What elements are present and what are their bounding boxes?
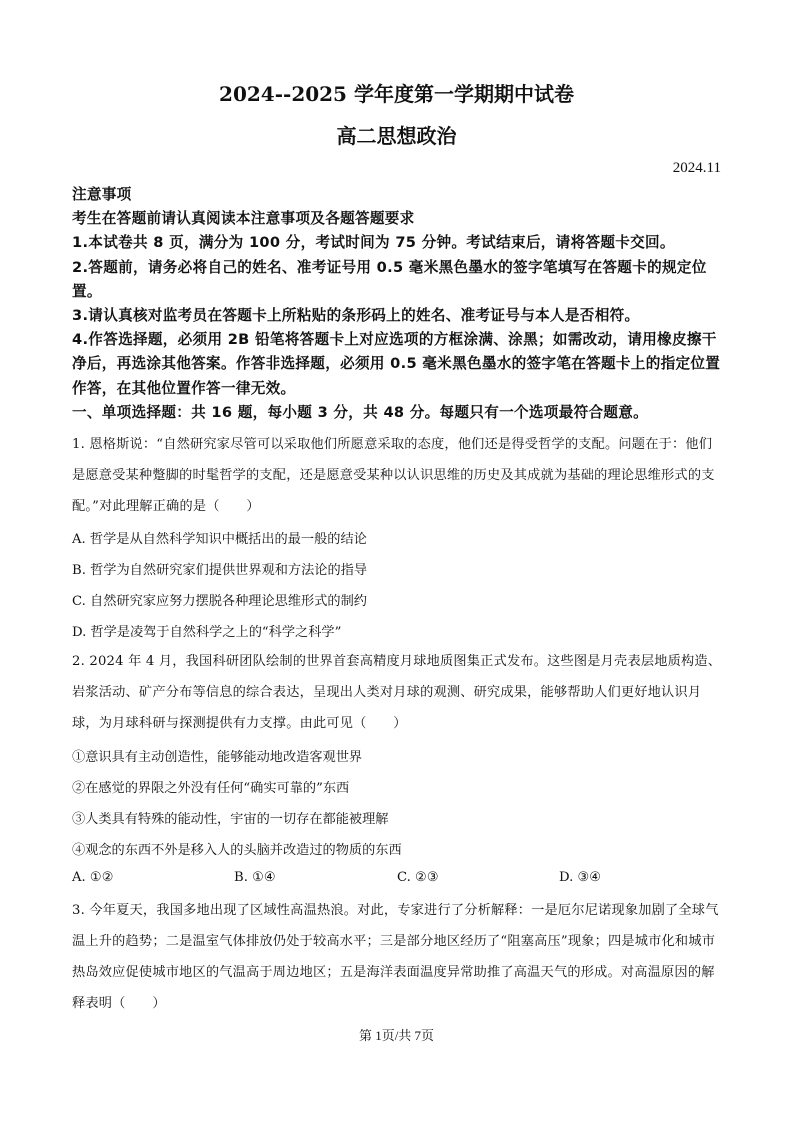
question-3-stem: 3. 今年夏天，我国多地出现了区域性高温热浪。对此，专家进行了分析解释：一是厄尔尼诺现象加剧了全球气温上升的趋势；二是温室气体排放仍处于较高水平；三是部分地区经历了“阻塞高压”现象；四是城市化和城市热岛效应促使城市地区的气温高于周边地区；五是海洋表面温度异常助推了高温天气的形成。对高温原因的解释表明（ ）	[72, 903, 719, 1011]
question-1-stem: 1. 恩格斯说：“自然研究家尽管可以采取他们所愿意采取的态度，他们还是得受哲学的支配。问题在于：他们是愿意受某种蹩脚的时髦哲学的支配，还是愿意受某种以认识思维的历史及其成就为基础的理论思维形式的支配。”对此理解正确的是（ ）	[72, 437, 715, 514]
q1-option-d: D. 哲学是凌驾于自然科学之上的“科学之科学”	[72, 625, 342, 640]
question-2-stem: 2. 2024 年 4 月，我国科研团队绘制的世界首套高精度月球地质图集正式发布。这些图是月壳表层地质构造、岩浆活动、矿产分布等信息的综合表达，呈现出人类对月球的观测、研究成果，能够帮助人们更好地认识月球，为月球科研与探测提供有力支撑。由此可见（ ）	[72, 654, 722, 731]
q2-statement-4: ④观念的东西不外是移入人的头脑并改造过的物质的东西	[72, 843, 402, 858]
section-title: 一、单项选择题：共 16 题，每小题 3 分，共 48 分。每题只有一个选项最符合题意。	[72, 403, 649, 421]
notice-item: 1.本试卷共 8 页，满分为 100 分，考试时间为 75 分钟。考试结束后，请将答题卡交回。	[72, 234, 675, 252]
q2-statement-2: ②在感觉的界限之外没有任何“确实可靠的”东西	[72, 781, 350, 796]
notice-item: 4.作答选择题，必须用 2B 铅笔将答题卡上对应选项的方框涂满、涂黑；如需改动，请用橡皮擦干净后，再选涂其他答案。作答非选择题，必须用 0.5 毫米黑色墨水的签字笔在答题卡上的指定位置作答，在其他位置作答一律无效。	[72, 331, 721, 397]
page-number: 第 1页/共 7页	[358, 1028, 435, 1043]
q1-option-c: C. 自然研究家应努力摆脱各种理论思维形式的制约	[72, 594, 367, 609]
notice-item: 3.请认真核对监考员在答题卡上所粘贴的条形码上的姓名、准考证号与本人是否相符。	[72, 307, 640, 325]
notice-item: 2.答题前，请务必将自己的姓名、准考证号用 0.5 毫米黑色墨水的签字笔填写在答题卡的规定位置。	[72, 258, 707, 300]
notice-heading: 注意事项	[72, 186, 132, 203]
exam-title: 2024--2025 学年度第一学期期中试卷	[219, 82, 574, 106]
exam-date: 2024.11	[672, 160, 721, 176]
q1-option-a: A. 哲学是从自然科学知识中概括出的最一般的结论	[72, 532, 367, 547]
q2-option-a: A. ①②	[72, 870, 114, 885]
q1-option-b: B. 哲学为自然研究家们提供世界观和方法论的指导	[72, 563, 368, 578]
q2-option-d: D. ③④	[559, 870, 602, 885]
q2-option-c: C. ②③	[397, 870, 439, 885]
notice-block	[72, 183, 728, 425]
q2-option-b: B. ①④	[234, 870, 276, 885]
q2-statement-1: ①意识具有主动创造性，能够能动地改造客观世界	[72, 750, 363, 765]
exam-subject: 高二思想政治	[336, 124, 457, 148]
q2-options	[72, 870, 672, 894]
notice-subheading: 考生在答题前请认真阅读本注意事项及各题答题要求	[72, 210, 415, 228]
q2-statement-3: ③人类具有特殊的能动性，宇宙的一切存在都能被理解	[72, 812, 389, 827]
